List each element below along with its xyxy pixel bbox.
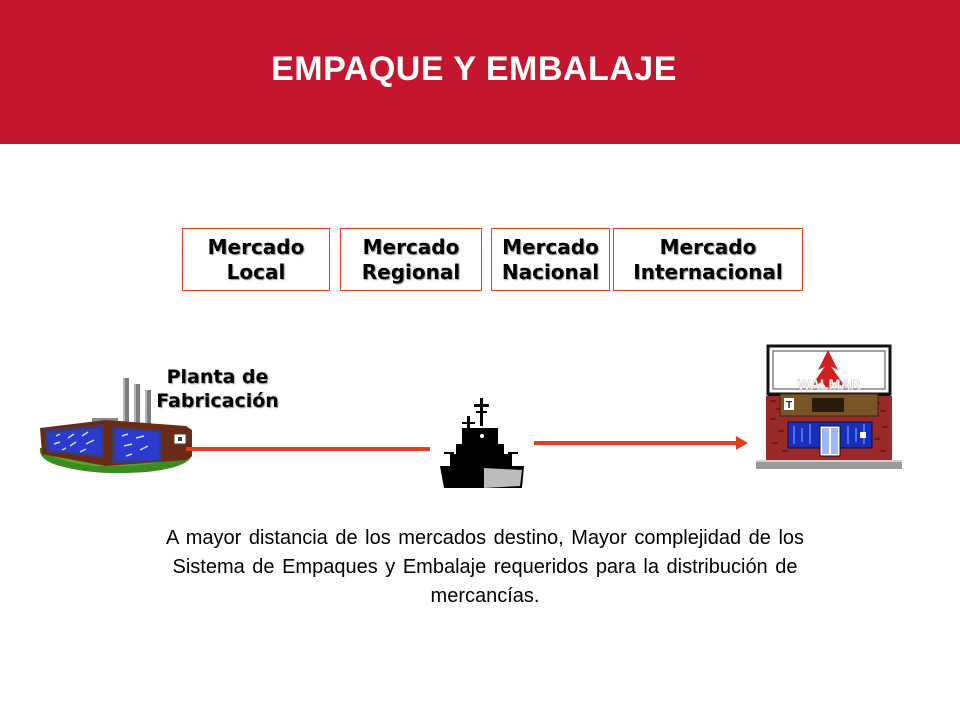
- market-label-local: Mercado Local: [207, 234, 305, 284]
- store-icon: [754, 344, 904, 472]
- svg-text:T: T: [785, 400, 793, 411]
- svg-text:WALMAR: WALMAR: [797, 376, 861, 392]
- market-label-regional: Mercado Regional: [361, 234, 461, 284]
- plant-label: Planta de Fabricación: [156, 366, 279, 412]
- market-box-internacional: [613, 228, 803, 291]
- market-box-nacional: [491, 228, 610, 291]
- caption: A mayor distancia de los mercados destino, Mayor complejidad de los Sistema de Empaques y Embalaje requeridos para la distribución de mercancías.: [165, 527, 805, 607]
- origin-line: [186, 447, 432, 453]
- market-box-regional: [340, 228, 482, 291]
- factory-icon: [36, 376, 196, 480]
- market-label-nacional: Mercado Nacional: [501, 234, 600, 284]
- page-title: EMPAQUE Y EMBALAJE: [271, 50, 677, 88]
- market-label-internacional: Mercado Internacional: [633, 234, 783, 284]
- warship-icon: [436, 396, 528, 492]
- arrow-to-store: [534, 436, 750, 450]
- market-box-local: [182, 228, 330, 291]
